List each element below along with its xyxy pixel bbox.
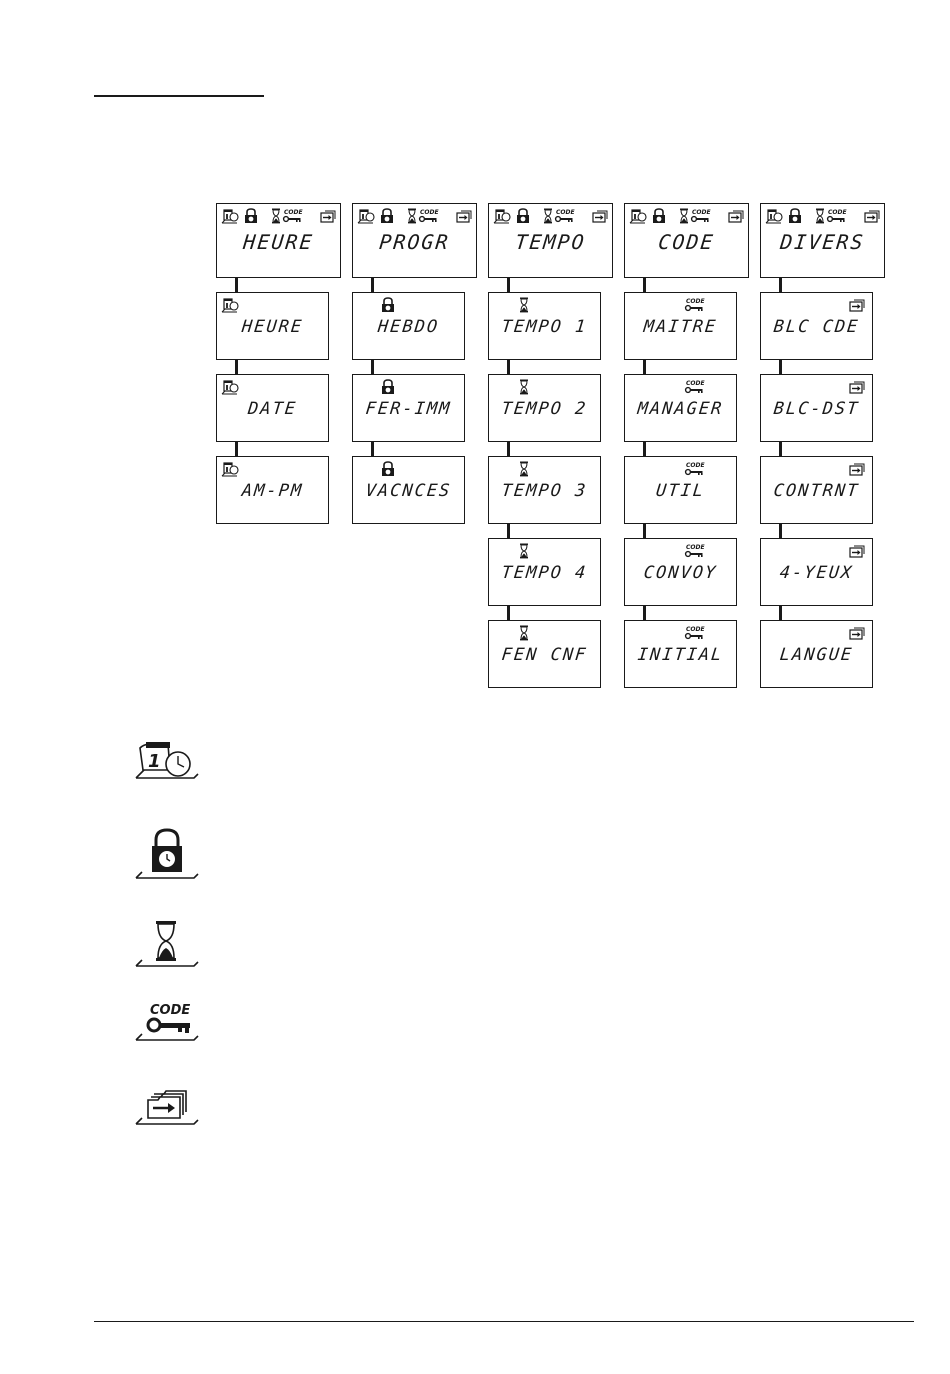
submenu-item-label: INITIAL: [636, 645, 725, 665]
calendar-clock-icon: [221, 297, 239, 313]
menu-title: DIVERS: [779, 230, 866, 254]
menu-code-screen[interactable]: [624, 203, 749, 278]
submenu-item-screen[interactable]: [488, 374, 601, 442]
code-key-icon: [825, 208, 847, 224]
status-icon-row: [493, 208, 608, 224]
code-text: CODE: [420, 209, 439, 216]
code-key-icon: [689, 208, 711, 224]
submenu-item-screen[interactable]: [760, 374, 873, 442]
tree-connector: [643, 524, 646, 538]
tree-connector: [643, 442, 646, 456]
tree-connector: [235, 360, 238, 374]
code-key-icon: [683, 297, 705, 313]
calendar-clock-icon-slot: [221, 379, 239, 395]
calendar-clock-icon-slot: [493, 208, 511, 224]
calendar-clock-icon: [134, 740, 200, 780]
tree-connector: [779, 606, 782, 620]
code-key-icon-slot: [689, 208, 711, 224]
submenu-item-label: CONVOY: [642, 563, 719, 583]
code-key-icon: [134, 1000, 200, 1042]
tree-connector: [371, 278, 374, 292]
code-text: CODE: [284, 209, 303, 216]
folders-arrow-icon: [134, 1088, 200, 1126]
hourglass-icon: [515, 379, 533, 395]
submenu-item-screen[interactable]: [760, 456, 873, 524]
menu-divers-screen[interactable]: [760, 203, 885, 278]
status-icon-row: [629, 208, 744, 224]
status-icon-row: [357, 208, 472, 224]
tree-connector: [507, 360, 510, 374]
submenu-icon-row: [493, 297, 596, 313]
submenu-item-label: HEURE: [240, 317, 305, 337]
tree-connector: [643, 606, 646, 620]
padlock-clock-icon: [379, 461, 397, 477]
submenu-item-screen[interactable]: [624, 292, 737, 360]
hourglass-icon-slot: [515, 543, 533, 559]
calendar-clock-icon: [765, 208, 783, 224]
submenu-icon-row: [357, 379, 460, 395]
folders-arrow-icon: [848, 297, 866, 313]
submenu-icon-row: [765, 461, 868, 477]
status-icon-row: [221, 208, 336, 224]
tree-connector: [371, 442, 374, 456]
calendar-day-number: 1: [148, 751, 161, 772]
code-key-icon-slot: [683, 461, 705, 477]
folders-arrow-icon-slot: [848, 297, 866, 313]
folders-arrow-icon: [848, 461, 866, 477]
submenu-item-label: FER-IMM: [364, 399, 453, 419]
hourglass-icon-slot: [515, 297, 533, 313]
folders-arrow-icon: [319, 208, 337, 224]
padlock-clock-icon-slot: [378, 208, 396, 224]
submenu-item-screen[interactable]: [624, 374, 737, 442]
submenu-icon-row: [765, 379, 868, 395]
hourglass-icon-slot: [515, 379, 533, 395]
menu-title: HEURE: [242, 230, 315, 254]
code-text: CODE: [828, 209, 847, 216]
calendar-clock-icon-slot: [221, 461, 239, 477]
submenu-item-label: AM-PM: [240, 481, 305, 501]
folders-arrow-icon-slot: [591, 208, 609, 224]
submenu-icon-row: [221, 297, 324, 313]
folders-arrow-icon: [455, 208, 473, 224]
menu-tempo-screen[interactable]: [488, 203, 613, 278]
submenu-icon-row: [221, 379, 324, 395]
code-text: CODE: [686, 298, 705, 305]
folders-arrow-icon: [863, 208, 881, 224]
hourglass-icon: [134, 920, 200, 968]
code-key-icon-slot: [683, 379, 705, 395]
submenu-item-screen[interactable]: [216, 456, 329, 524]
code-key-icon: [683, 379, 705, 395]
tree-connector: [779, 278, 782, 292]
padlock-clock-icon: [134, 828, 200, 880]
submenu-item-label: TEMPO 4: [500, 563, 589, 583]
tree-connector: [507, 606, 510, 620]
code-key-icon: [683, 625, 705, 641]
padlock-clock-icon: [650, 208, 668, 224]
code-key-icon-slot: [417, 208, 439, 224]
tree-connector: [779, 524, 782, 538]
menu-heure-screen[interactable]: [216, 203, 341, 278]
code-text: CODE: [686, 626, 705, 633]
status-icon-row: [765, 208, 880, 224]
submenu-icon-row: [629, 297, 732, 313]
submenu-item-screen[interactable]: [216, 374, 329, 442]
tree-connector: [779, 442, 782, 456]
submenu-item-label: LANGUE: [778, 645, 855, 665]
calendar-clock-icon-slot: [765, 208, 783, 224]
padlock-clock-icon-slot: [379, 379, 397, 395]
padlock-clock-icon: [378, 208, 396, 224]
folders-arrow-icon: [848, 379, 866, 395]
tree-connector: [507, 278, 510, 292]
code-text: CODE: [692, 209, 711, 216]
padlock-clock-icon-slot: [379, 461, 397, 477]
tree-connector: [235, 442, 238, 456]
submenu-icon-row: [765, 543, 868, 559]
code-key-icon: [417, 208, 439, 224]
submenu-item-label: 4-YEUX: [778, 563, 855, 583]
submenu-item-label: MANAGER: [636, 399, 725, 419]
code-key-icon-slot: [281, 208, 303, 224]
submenu-item-label: UTIL: [654, 481, 707, 501]
padlock-clock-icon-slot: [514, 208, 532, 224]
top-rule: [94, 95, 264, 97]
folders-arrow-icon-slot: [848, 543, 866, 559]
code-key-icon-slot: [683, 543, 705, 559]
code-text: CODE: [150, 1003, 191, 1018]
submenu-item-label: TEMPO 2: [500, 399, 589, 419]
code-key-icon-slot: [683, 297, 705, 313]
submenu-item-label: BLC-DST: [772, 399, 861, 419]
submenu-item-label: MAITRE: [642, 317, 719, 337]
hourglass-icon-slot: [515, 625, 533, 641]
folders-arrow-icon-slot: [863, 208, 881, 224]
submenu-item-screen[interactable]: [352, 374, 465, 442]
folders-arrow-icon: [727, 208, 745, 224]
submenu-icon-row: [629, 461, 732, 477]
submenu-item-label: FEN CNF: [500, 645, 589, 665]
submenu-icon-row: [221, 461, 324, 477]
calendar-clock-icon: [221, 208, 239, 224]
submenu-icon-row: [765, 625, 868, 641]
padlock-clock-icon: [514, 208, 532, 224]
code-key-icon: [281, 208, 303, 224]
calendar-clock-icon: [221, 379, 239, 395]
code-key-icon-slot: [825, 208, 847, 224]
bottom-rule: [94, 1321, 914, 1322]
padlock-clock-icon: [379, 297, 397, 313]
submenu-item-label: TEMPO 1: [500, 317, 589, 337]
submenu-item-screen[interactable]: [624, 620, 737, 688]
legend-hourglass: [134, 920, 200, 968]
calendar-clock-icon: [221, 461, 239, 477]
submenu-item-screen[interactable]: [760, 292, 873, 360]
submenu-item-screen[interactable]: [488, 456, 601, 524]
menu-title: CODE: [657, 230, 716, 254]
folders-arrow-icon: [591, 208, 609, 224]
folders-arrow-icon-slot: [848, 625, 866, 641]
folders-arrow-icon-slot: [727, 208, 745, 224]
submenu-icon-row: [493, 461, 596, 477]
submenu-item-screen[interactable]: [760, 620, 873, 688]
submenu-item-label: HEBDO: [376, 317, 441, 337]
padlock-clock-icon-slot: [786, 208, 804, 224]
submenu-icon-row: [357, 461, 460, 477]
folders-arrow-icon-slot: [455, 208, 473, 224]
code-key-icon-slot: [683, 625, 705, 641]
folders-arrow-icon-slot: [848, 461, 866, 477]
submenu-item-screen[interactable]: [352, 456, 465, 524]
padlock-clock-icon-slot: [650, 208, 668, 224]
submenu-item-screen[interactable]: [624, 538, 737, 606]
folders-arrow-icon-slot: [319, 208, 337, 224]
padlock-clock-icon-slot: [379, 297, 397, 313]
hourglass-icon: [515, 543, 533, 559]
calendar-clock-icon: [629, 208, 647, 224]
hourglass-icon: [515, 625, 533, 641]
tree-connector: [235, 278, 238, 292]
submenu-icon-row: [629, 625, 732, 641]
submenu-item-screen[interactable]: [624, 456, 737, 524]
submenu-icon-row: [765, 297, 868, 313]
tree-connector: [643, 360, 646, 374]
padlock-clock-icon: [379, 379, 397, 395]
submenu-icon-row: [493, 625, 596, 641]
submenu-icon-row: [493, 379, 596, 395]
folders-arrow-icon: [848, 543, 866, 559]
submenu-item-label: CONTRNT: [772, 481, 861, 501]
submenu-icon-row: [629, 379, 732, 395]
legend-folders-arrow: [134, 1088, 200, 1126]
padlock-clock-icon: [242, 208, 260, 224]
submenu-item-screen[interactable]: [488, 292, 601, 360]
tree-connector: [371, 360, 374, 374]
menu-progr-screen[interactable]: [352, 203, 477, 278]
calendar-clock-icon-slot: [221, 297, 239, 313]
code-key-icon: [683, 543, 705, 559]
submenu-item-screen[interactable]: [352, 292, 465, 360]
hourglass-icon: [515, 461, 533, 477]
code-key-icon-slot: [553, 208, 575, 224]
legend-padlock-clock: [134, 828, 200, 880]
submenu-item-screen[interactable]: [760, 538, 873, 606]
tree-connector: [643, 278, 646, 292]
submenu-item-screen[interactable]: [216, 292, 329, 360]
menu-title: PROGR: [378, 230, 451, 254]
submenu-item-label: BLC CDE: [772, 317, 861, 337]
submenu-item-label: DATE: [246, 399, 299, 419]
submenu-item-screen[interactable]: [488, 538, 601, 606]
code-text: CODE: [686, 544, 705, 551]
hourglass-icon: [515, 297, 533, 313]
calendar-clock-icon-slot: [221, 208, 239, 224]
code-text: CODE: [556, 209, 575, 216]
legend-code-key: [134, 1000, 200, 1042]
legend-calendar-clock: [134, 740, 200, 780]
submenu-icon-row: [357, 297, 460, 313]
submenu-icon-row: [629, 543, 732, 559]
submenu-item-label: TEMPO 3: [500, 481, 589, 501]
padlock-clock-icon: [786, 208, 804, 224]
padlock-clock-icon-slot: [242, 208, 260, 224]
menu-title: TEMPO: [514, 230, 587, 254]
submenu-item-screen[interactable]: [488, 620, 601, 688]
calendar-clock-icon-slot: [357, 208, 375, 224]
code-text: CODE: [686, 462, 705, 469]
folders-arrow-icon: [848, 625, 866, 641]
code-key-icon: [553, 208, 575, 224]
tree-connector: [779, 360, 782, 374]
calendar-clock-icon: [493, 208, 511, 224]
tree-connector: [507, 442, 510, 456]
code-key-icon: [683, 461, 705, 477]
hourglass-icon-slot: [515, 461, 533, 477]
folders-arrow-icon-slot: [848, 379, 866, 395]
calendar-clock-icon-slot: [629, 208, 647, 224]
submenu-item-label: VACNCES: [364, 481, 453, 501]
tree-connector: [507, 524, 510, 538]
calendar-clock-icon: [357, 208, 375, 224]
code-text: CODE: [686, 380, 705, 387]
submenu-icon-row: [493, 543, 596, 559]
